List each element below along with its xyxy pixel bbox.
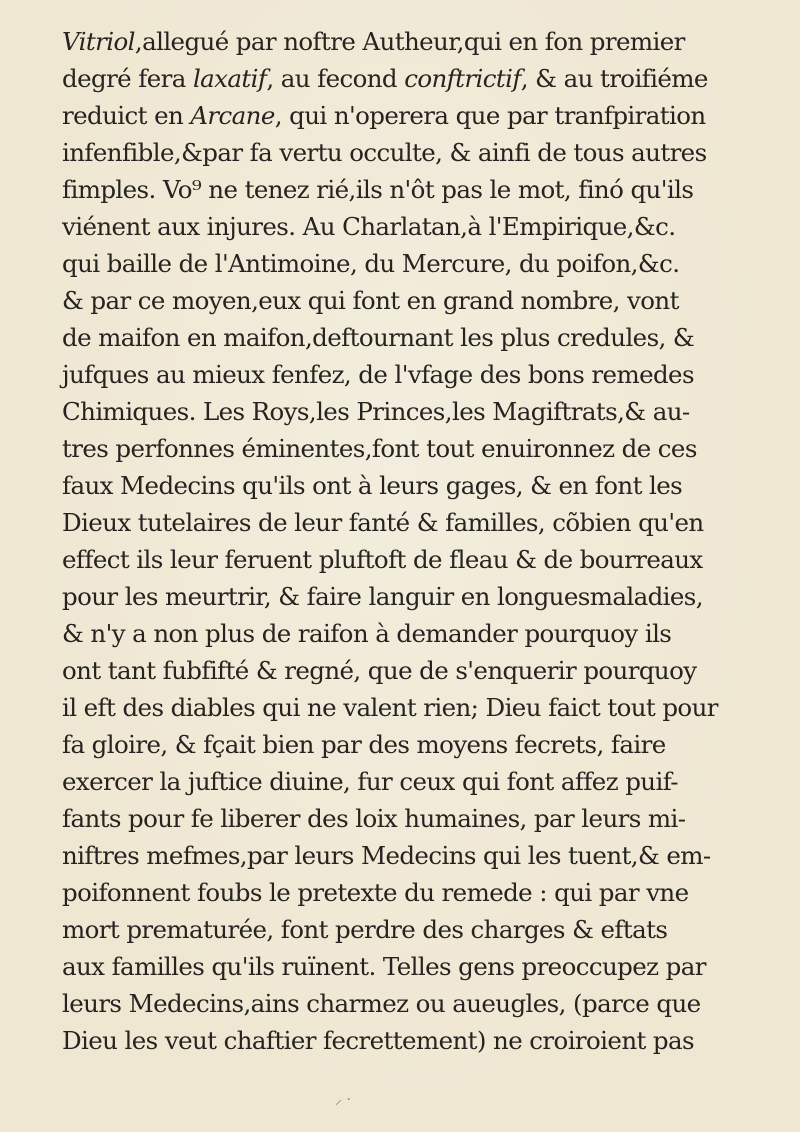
text-line-4: infenfible,&par fa vertu occulte, & ainfi de tous autres	[62, 138, 707, 167]
text-line-3: reduict en Arcane, qui n'operera que par tranfpiration	[62, 101, 706, 130]
text-line-22: fants pour fe liberer des loix humaines, par leurs mi-	[62, 804, 686, 833]
text-line-5: fimples. Vo⁹ ne tenez rié,ils n'ôt pas le mot, finó qu'ils	[62, 175, 694, 204]
text-line-28: Dieu les veut chaftier fecrettement) ne croiroient pas	[62, 1026, 694, 1055]
text-line-27: leurs Medecins,ains charmez ou aueugles, (parce que	[62, 989, 701, 1018]
text-line-23: niftres mefmes,par leurs Medecins qui les tuent,& em-	[62, 841, 711, 870]
text-line-12: tres perfonnes éminentes,font tout enuironnez de ces	[62, 434, 697, 463]
text-line-13: faux Medecins qu'ils ont à leurs gages, & en font les	[62, 471, 683, 500]
text-line-26: aux familles qu'ils ruïnent. Telles gens preoccupez par	[62, 952, 706, 981]
text-line-10: jufques au mieux fenfez, de l'vfage des bons remedes	[62, 360, 694, 389]
text-line-19: il eft des diables qui ne valent rien; Dieu faict tout pour	[62, 693, 718, 722]
text-line-17: & n'y a non plus de raifon à demander pourquoy ils	[62, 619, 672, 648]
text-line-11: Chimiques. Les Roys,les Princes,les Magiftrats,& au-	[62, 397, 690, 426]
text-line-16: pour les meurtrir, & faire languir en longuesmaladies,	[62, 582, 703, 611]
ink-mark: ⸝ ·	[335, 1092, 351, 1108]
text-line-21: exercer la juftice diuine, fur ceux qui font affez puif-	[62, 767, 678, 796]
text-line-25: mort prematurée, font perdre des charges & eftats	[62, 915, 668, 944]
text-line-2: degré fera laxatif, au fecond conftrictif, & au troifiéme	[62, 64, 708, 93]
text-line-15: effect ils leur feruent pluftoft de fleau & de bourreaux	[62, 545, 703, 574]
text-line-9: de maifon en maifon,deftournant les plus credules, &	[62, 323, 695, 352]
text-line-6: viénent aux injures. Au Charlatan,à l'Empirique,&c.	[62, 212, 676, 241]
text-line-24: poifonnent foubs le pretexte du remede : qui par vne	[62, 878, 689, 907]
text-line-18: ont tant fubfifté & regné, que de s'enquerir pourquoy	[62, 656, 697, 685]
text-line-14: Dieux tutelaires de leur fanté & familles, cõbien qu'en	[62, 508, 704, 537]
text-line-20: fa gloire, & fçait bien par des moyens fecrets, faire	[62, 730, 666, 759]
text-line-1: Vitriol,allegué par noftre Autheur,qui en fon premier	[62, 27, 685, 56]
text-line-8: & par ce moyen,eux qui font en grand nombre, vont	[62, 286, 679, 315]
text-line-7: qui baille de l'Antimoine, du Mercure, du poifon,&c.	[62, 249, 680, 278]
